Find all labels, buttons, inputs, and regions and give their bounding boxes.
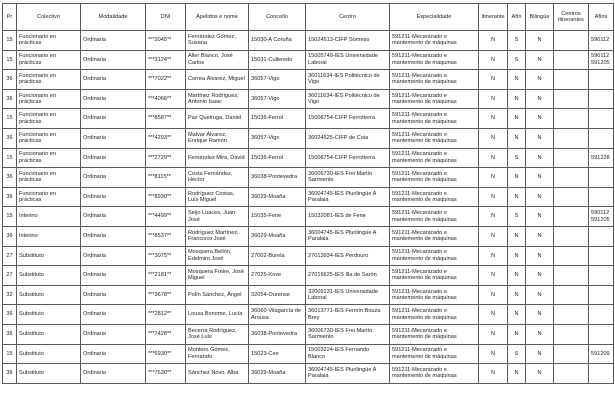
cell-afins (589, 364, 614, 384)
cell-dni: ***8930** (146, 187, 186, 207)
table-row (3, 109, 614, 129)
cell-afin: N (508, 226, 526, 246)
cell-especialidade: 591211-Mecanizado e mantemento de máquinas (390, 89, 479, 109)
cell-apelidos-nome: Malvar Álvarez, Enrique Ramón (186, 128, 249, 148)
cell-afins (589, 324, 614, 344)
cell-centros-itinerantes (554, 109, 589, 129)
table-row (3, 305, 614, 325)
cell-concello: 36038-Pontevedra (249, 324, 306, 344)
cell-bilingue: N (526, 109, 554, 129)
cell-centro: 36004745-IES Plurilingüe A Paralaia (306, 187, 390, 207)
cell-afin: N (508, 324, 526, 344)
cell-dni: ***4066** (146, 89, 186, 109)
assignment-table (2, 3, 614, 384)
cell-afins (589, 168, 614, 188)
cell-pr: 36 (3, 89, 17, 109)
cell-concello: 36057-Vigo (249, 70, 306, 90)
cell-itinerante: N (479, 344, 508, 364)
cell-afins (589, 305, 614, 325)
cell-apelidos-nome: Fernández Gómez, Susana (186, 31, 249, 51)
cell-modalidade: Ordinaria (81, 246, 146, 266)
cell-dni: ***7428** (146, 324, 186, 344)
cell-colectivo: Funcionario en prácticas (17, 70, 81, 90)
cell-concello: 36057-Vigo (249, 89, 306, 109)
cell-colectivo: Funcionario en prácticas (17, 50, 81, 70)
cell-itinerante: N (479, 364, 508, 384)
cell-afin: N (508, 364, 526, 384)
cell-afin: S (508, 148, 526, 168)
cell-especialidade: 591211-Mecanizado e mantemento de máquinas (390, 344, 479, 364)
cell-afins (589, 89, 614, 109)
cell-afins: 591209 (589, 344, 614, 364)
cell-dni: ***8587** (146, 109, 186, 129)
header-bilingue: Bilingüe (526, 4, 554, 31)
table-row (3, 128, 614, 148)
cell-apelidos-nome: Lousa Bonome, Lucía (186, 305, 249, 325)
cell-itinerante: N (479, 246, 508, 266)
cell-afins (589, 266, 614, 286)
cell-centro: 36004745-IES Plurilingüe A Paralaia (306, 226, 390, 246)
cell-centros-itinerantes (554, 246, 589, 266)
cell-afins (589, 246, 614, 266)
cell-afin: N (508, 168, 526, 188)
assignment-table-wrapper (2, 3, 614, 384)
cell-centros-itinerantes (554, 128, 589, 148)
cell-itinerante: N (479, 266, 508, 286)
cell-apelidos-nome: Aller Blanco, José Carlos (186, 50, 249, 70)
cell-especialidade: 591211-Mecanizado e mantemento de máquinas (390, 50, 479, 70)
cell-dni: ***8537** (146, 226, 186, 246)
cell-dni: ***2045** (146, 31, 186, 51)
cell-pr: 36 (3, 324, 17, 344)
cell-especialidade: 591211-Mecanizado e mantemento de máquinas (390, 305, 479, 325)
cell-modalidade: Ordinaria (81, 109, 146, 129)
cell-apelidos-nome: Correa Álvarez, Miguel (186, 70, 249, 90)
cell-itinerante: N (479, 187, 508, 207)
cell-apelidos-nome: Mosquera Freire, José Miguel (186, 266, 249, 286)
cell-concello: 15036-Ferrol (249, 148, 306, 168)
cell-apelidos-nome: Seijo Luaces, Juan José (186, 207, 249, 227)
cell-modalidade: Ordinaria (81, 305, 146, 325)
cell-especialidade: 591211-Mecanizado e mantemento de máquinas (390, 266, 479, 286)
cell-especialidade: 591211-Mecanizado e mantemento de máquinas (390, 324, 479, 344)
cell-centro: 32009131-IES Universidade Laboral (306, 285, 390, 305)
cell-pr: 27 (3, 266, 17, 286)
cell-pr: 36 (3, 168, 17, 188)
cell-bilingue: N (526, 246, 554, 266)
cell-centros-itinerantes (554, 89, 589, 109)
table-body (3, 31, 614, 384)
cell-modalidade: Ordinaria (81, 364, 146, 384)
cell-dni: ***6930** (146, 344, 186, 364)
cell-modalidade: Ordinaria (81, 89, 146, 109)
cell-concello: 15031-Culleredo (249, 50, 306, 70)
table-row (3, 246, 614, 266)
cell-centros-itinerantes (554, 50, 589, 70)
cell-apelidos-nome: Becerra Rodríguez, José Luis (186, 324, 249, 344)
cell-colectivo: Substituto (17, 305, 81, 325)
cell-centro: 36006730-IES Frei Martín Sarmiento (306, 324, 390, 344)
cell-itinerante: N (479, 70, 508, 90)
cell-afin: S (508, 31, 526, 51)
cell-itinerante: N (479, 207, 508, 227)
cell-modalidade: Ordinaria (81, 266, 146, 286)
header-afin: Afín (508, 4, 526, 31)
cell-afin: S (508, 207, 526, 227)
cell-pr: 36 (3, 305, 17, 325)
cell-modalidade: Ordinaria (81, 70, 146, 90)
header-afins: Afíns (589, 4, 614, 31)
cell-itinerante: N (479, 109, 508, 129)
cell-apelidos-nome: Rodríguez Martínez, Francisco José (186, 226, 249, 246)
cell-afins (589, 109, 614, 129)
header-centros-itinerantes: Centros itinerantes (554, 4, 589, 31)
cell-itinerante: N (479, 168, 508, 188)
cell-bilingue: N (526, 207, 554, 227)
cell-apelidos-nome: Paz Quelruga, Daniel (186, 109, 249, 129)
cell-pr: 15 (3, 50, 17, 70)
table-row (3, 168, 614, 188)
cell-especialidade: 591211-Mecanizado e mantemento de máquinas (390, 207, 479, 227)
cell-centro: 36024525-CIFP de Coia (306, 128, 390, 148)
cell-itinerante: N (479, 324, 508, 344)
cell-colectivo: Funcionario en prácticas (17, 89, 81, 109)
cell-dni: ***7530** (146, 364, 186, 384)
cell-afins (589, 187, 614, 207)
cell-concello: 15036-Ferrol (249, 109, 306, 129)
header-apelidos-nome: Apelidos e nome (186, 4, 249, 31)
table-row (3, 31, 614, 51)
cell-dni: ***2812** (146, 305, 186, 325)
cell-concello: 36029-Moaña (249, 226, 306, 246)
cell-pr: 15 (3, 344, 17, 364)
cell-bilingue: N (526, 128, 554, 148)
cell-colectivo: Funcionario en prácticas (17, 168, 81, 188)
cell-centros-itinerantes (554, 285, 589, 305)
cell-colectivo: Substituto (17, 246, 81, 266)
header-pr: Pr (3, 4, 17, 31)
cell-pr: 36 (3, 70, 17, 90)
cell-especialidade: 591211-Mecanizado e mantemento de máquinas (390, 187, 479, 207)
cell-modalidade: Ordinaria (81, 344, 146, 364)
cell-colectivo: Substituto (17, 324, 81, 344)
table-row (3, 364, 614, 384)
cell-modalidade: Ordinaria (81, 128, 146, 148)
cell-especialidade: 591211-Mecanizado e mantemento de máquinas (390, 226, 479, 246)
cell-centros-itinerantes (554, 344, 589, 364)
cell-afin: N (508, 89, 526, 109)
cell-especialidade: 591211-Mecanizado e mantemento de máquinas (390, 148, 479, 168)
cell-afin: N (508, 109, 526, 129)
cell-concello: 36057-Vigo (249, 128, 306, 148)
cell-pr: 36 (3, 187, 17, 207)
cell-modalidade: Ordinaria (81, 168, 146, 188)
cell-centro: 15005749-IES Universidade Laboral (306, 50, 390, 70)
cell-itinerante: N (479, 31, 508, 51)
cell-concello: 36038-Pontevedra (249, 168, 306, 188)
cell-afins (589, 226, 614, 246)
cell-pr: 36 (3, 364, 17, 384)
cell-apelidos-nome: Polín Sánchez, Ángel (186, 285, 249, 305)
cell-pr: 15 (3, 148, 17, 168)
cell-bilingue: N (526, 305, 554, 325)
table-row (3, 344, 614, 364)
cell-centro: 15006754-CIFP Ferrolterra (306, 148, 390, 168)
cell-centros-itinerantes (554, 364, 589, 384)
cell-apelidos-nome: Costa Fernández, Héctor (186, 168, 249, 188)
cell-modalidade: Ordinaria (81, 50, 146, 70)
table-row (3, 285, 614, 305)
cell-bilingue: N (526, 31, 554, 51)
header-dni: DNI (146, 4, 186, 31)
table-row (3, 226, 614, 246)
table-row (3, 207, 614, 227)
cell-centros-itinerantes (554, 187, 589, 207)
cell-afins: 590112 591205 (589, 207, 614, 227)
cell-concello: 32054-Ourense (249, 285, 306, 305)
header-colectivo: Colectivo (17, 4, 81, 31)
cell-centro: 36013771-IES Fermín Bouza Brey (306, 305, 390, 325)
cell-bilingue: N (526, 148, 554, 168)
cell-afin: S (508, 344, 526, 364)
cell-concello: 36060-Vilagarcía de Arousa (249, 305, 306, 325)
cell-bilingue: N (526, 344, 554, 364)
cell-dni: ***3124** (146, 50, 186, 70)
cell-especialidade: 591211-Mecanizado e mantemento de máquinas (390, 168, 479, 188)
cell-afins (589, 128, 614, 148)
header-centro: Centro (306, 4, 390, 31)
cell-especialidade: 591211-Mecanizado e mantemento de máquinas (390, 109, 479, 129)
cell-itinerante: N (479, 226, 508, 246)
cell-bilingue: N (526, 266, 554, 286)
cell-colectivo: Interino (17, 207, 81, 227)
cell-afins: 591228 (589, 148, 614, 168)
cell-bilingue: N (526, 89, 554, 109)
cell-bilingue: N (526, 187, 554, 207)
cell-itinerante: N (479, 148, 508, 168)
header-especialidade: Especialidade (390, 4, 479, 31)
cell-pr: 32 (3, 285, 17, 305)
cell-itinerante: N (479, 285, 508, 305)
cell-centros-itinerantes (554, 31, 589, 51)
cell-centros-itinerantes (554, 207, 589, 227)
header-modalidade: Modalidade (81, 4, 146, 31)
cell-centro: 15032081-IES de Fene (306, 207, 390, 227)
cell-especialidade: 591211-Mecanizado e mantemento de máquinas (390, 31, 479, 51)
cell-itinerante: N (479, 305, 508, 325)
cell-dni: ***3678** (146, 285, 186, 305)
cell-centros-itinerantes (554, 70, 589, 90)
cell-concello: 36029-Moaña (249, 364, 306, 384)
cell-modalidade: Ordinaria (81, 285, 146, 305)
cell-afins (589, 285, 614, 305)
cell-dni: ***4293** (146, 128, 186, 148)
cell-modalidade: Ordinaria (81, 324, 146, 344)
cell-centros-itinerantes (554, 324, 589, 344)
cell-concello: 27025-Xove (249, 266, 306, 286)
cell-pr: 15 (3, 207, 17, 227)
cell-colectivo: Funcionario en prácticas (17, 31, 81, 51)
cell-centros-itinerantes (554, 168, 589, 188)
cell-apelidos-nome: Rodríguez Costas, Luis Miguel (186, 187, 249, 207)
cell-centros-itinerantes (554, 226, 589, 246)
table-header-row (3, 4, 614, 31)
cell-bilingue: N (526, 364, 554, 384)
cell-bilingue: N (526, 285, 554, 305)
cell-bilingue: N (526, 168, 554, 188)
cell-afins: 590112 (589, 31, 614, 51)
cell-colectivo: Funcionario en prácticas (17, 148, 81, 168)
cell-afin: S (508, 50, 526, 70)
cell-dni: ***4499** (146, 207, 186, 227)
cell-pr: 36 (3, 128, 17, 148)
cell-pr: 27 (3, 246, 17, 266)
cell-especialidade: 591211-Mecanizado e mantemento de máquinas (390, 364, 479, 384)
cell-centro: 36011634-IES Politécnico de Vigo (306, 89, 390, 109)
cell-modalidade: Ordinaria (81, 31, 146, 51)
header-concello: Concello (249, 4, 306, 31)
cell-itinerante: N (479, 89, 508, 109)
table-row (3, 324, 614, 344)
cell-colectivo: Substituto (17, 364, 81, 384)
cell-afin: N (508, 305, 526, 325)
cell-afin: N (508, 266, 526, 286)
cell-modalidade: Ordinaria (81, 148, 146, 168)
cell-colectivo: Funcionario en prácticas (17, 109, 81, 129)
cell-centro: 15024513-CIFP Someso (306, 31, 390, 51)
cell-afin: N (508, 187, 526, 207)
cell-dni: ***2729** (146, 148, 186, 168)
cell-modalidade: Ordinaria (81, 187, 146, 207)
cell-pr: 36 (3, 226, 17, 246)
table-row (3, 148, 614, 168)
cell-dni: ***8115** (146, 168, 186, 188)
cell-centros-itinerantes (554, 148, 589, 168)
cell-dni: ***3075** (146, 246, 186, 266)
cell-dni: ***7022** (146, 70, 186, 90)
cell-colectivo: Funcionario en prácticas (17, 128, 81, 148)
table-row (3, 266, 614, 286)
cell-colectivo: Interino (17, 226, 81, 246)
cell-apelidos-nome: Sánchez Novo, Alba (186, 364, 249, 384)
cell-itinerante: N (479, 128, 508, 148)
cell-bilingue: N (526, 324, 554, 344)
cell-centro: 27013934-IES Perdouro (306, 246, 390, 266)
table-row (3, 50, 614, 70)
cell-centro: 36011634-IES Politécnico de Vigo (306, 70, 390, 90)
header-itinerante: Itinerante (479, 4, 508, 31)
cell-especialidade: 591211-Mecanizado e mantemento de máquinas (390, 285, 479, 305)
cell-pr: 15 (3, 31, 17, 51)
cell-concello: 36029-Moaña (249, 187, 306, 207)
cell-concello: 15035-Fene (249, 207, 306, 227)
cell-colectivo: Substituto (17, 285, 81, 305)
cell-especialidade: 591211-Mecanizado e mantemento de máquinas (390, 70, 479, 90)
cell-especialidade: 591211-Mecanizado e mantemento de máquinas (390, 128, 479, 148)
cell-concello: 15023-Cee (249, 344, 306, 364)
table-row (3, 187, 614, 207)
cell-colectivo: Substituto (17, 344, 81, 364)
cell-modalidade: Ordinaria (81, 207, 146, 227)
cell-centro: 36004745-IES Plurilingüe A Paralaia (306, 364, 390, 384)
cell-bilingue: N (526, 70, 554, 90)
cell-centros-itinerantes (554, 266, 589, 286)
cell-centro: 15003224-IES Fernando Blanco (306, 344, 390, 364)
cell-concello: 15030-A Coruña (249, 31, 306, 51)
cell-centro: 36006730-IES Frei Martín Sarmiento (306, 168, 390, 188)
cell-afin: N (508, 285, 526, 305)
cell-centro: 15006754-CIFP Ferrolterra (306, 109, 390, 129)
cell-apelidos-nome: Fernández Mira, David (186, 148, 249, 168)
cell-apelidos-nome: Martínez Rodríguez, Antonio Isaac (186, 89, 249, 109)
cell-centros-itinerantes (554, 305, 589, 325)
cell-bilingue: N (526, 226, 554, 246)
cell-colectivo: Funcionario en prácticas (17, 187, 81, 207)
cell-modalidade: Ordinaria (81, 226, 146, 246)
cell-itinerante: N (479, 50, 508, 70)
table-row (3, 70, 614, 90)
cell-apelidos-nome: Mosquera Bellón, Edelmiro José (186, 246, 249, 266)
cell-afin: N (508, 70, 526, 90)
cell-afins: 590112 591205 (589, 50, 614, 70)
cell-afins (589, 70, 614, 90)
cell-afin: N (508, 246, 526, 266)
cell-dni: ***2181** (146, 266, 186, 286)
cell-concello: 27002-Burela (249, 246, 306, 266)
cell-bilingue: N (526, 50, 554, 70)
cell-colectivo: Substituto (17, 266, 81, 286)
cell-afin: N (508, 128, 526, 148)
cell-apelidos-nome: Montero Gómez, Fernando (186, 344, 249, 364)
cell-especialidade: 591211-Mecanizado e mantemento de máquinas (390, 246, 479, 266)
cell-pr: 15 (3, 109, 17, 129)
table-row (3, 89, 614, 109)
cell-centro: 27016625-IES Illa de Sarón (306, 266, 390, 286)
